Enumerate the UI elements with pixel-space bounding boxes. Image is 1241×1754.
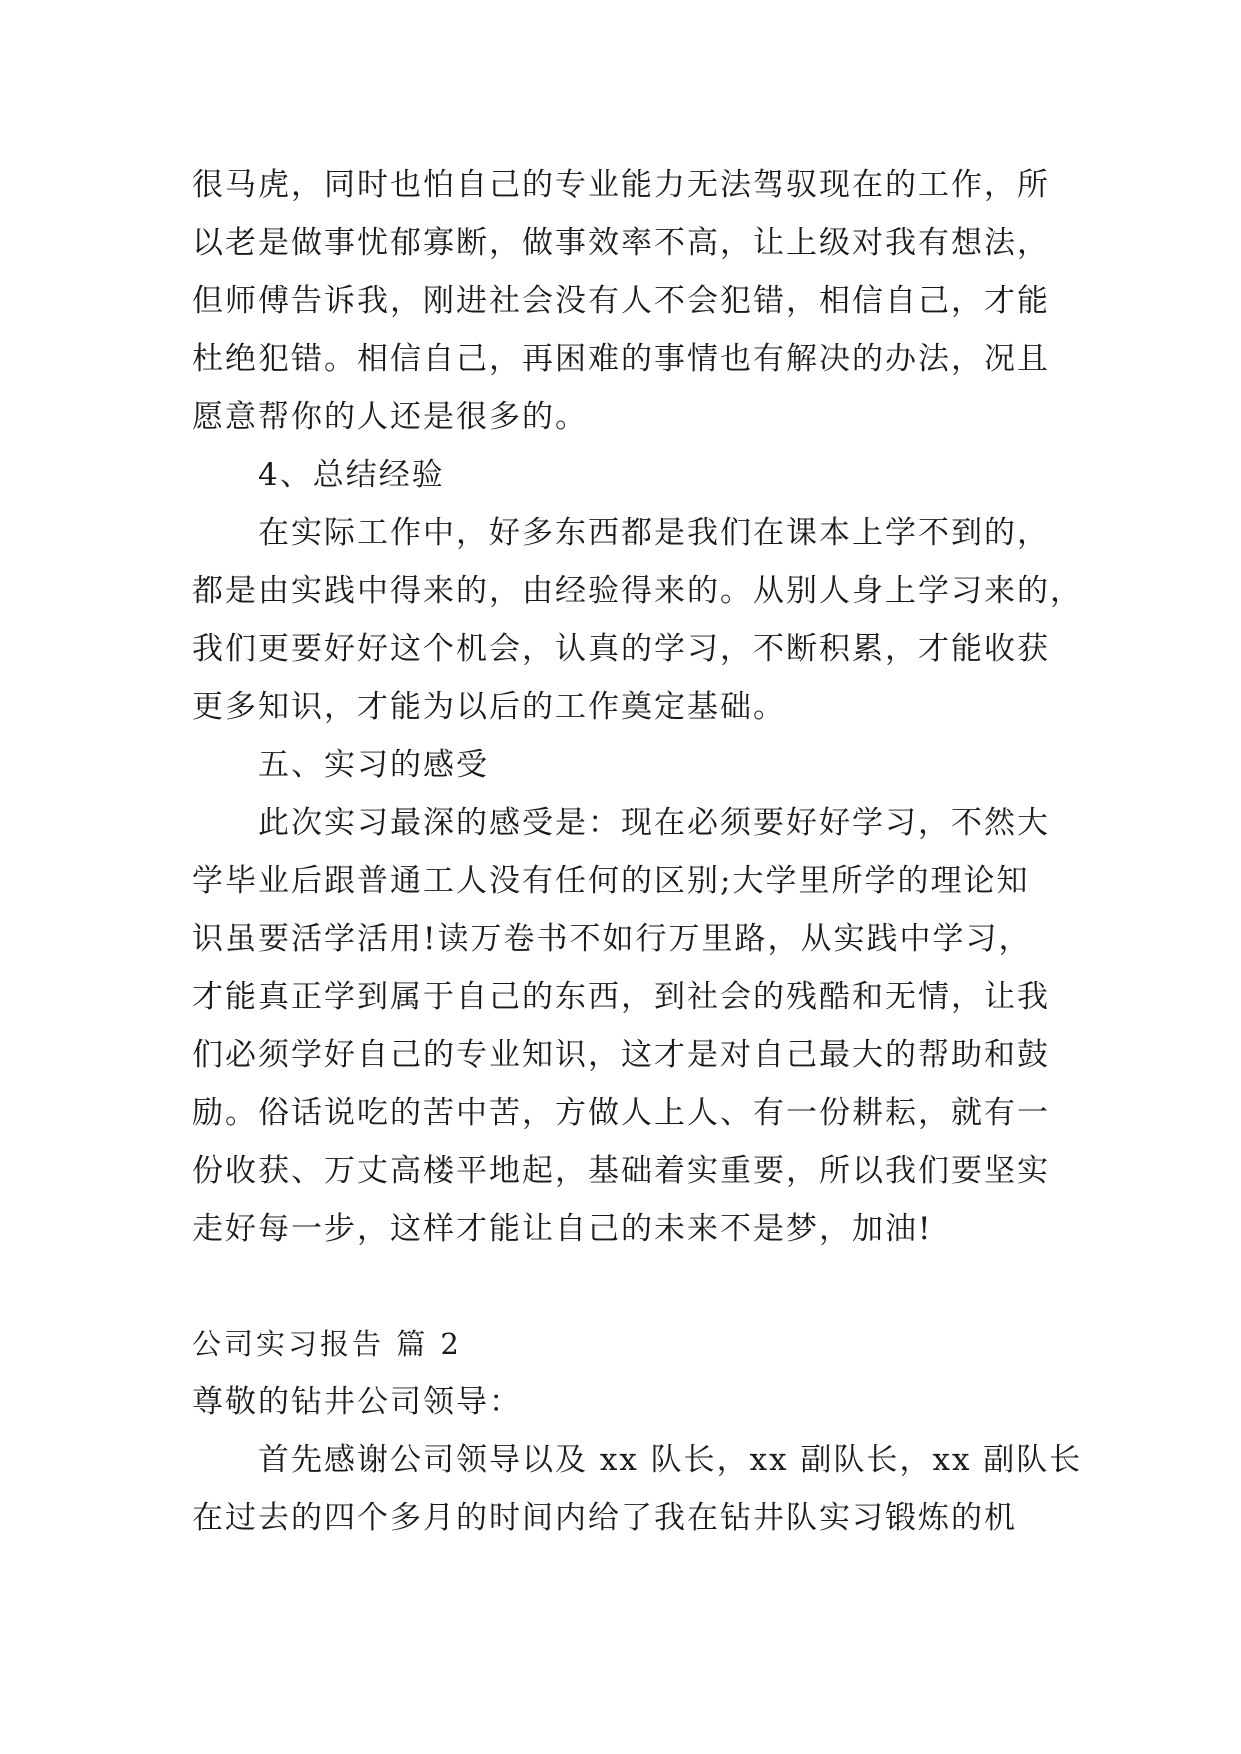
subheading-feelings: 五、实习的感受 — [258, 747, 489, 783]
paragraph-line: 杜绝犯错。相信自己，再困难的事情也有解决的办法，况且 — [192, 341, 1050, 377]
paragraph-line: 都是由实践中得来的，由经验得来的。从别人身上学习来的， — [192, 573, 1083, 609]
paragraph-line: 学毕业后跟普通工人没有任何的区别;大学里所学的理论知 — [192, 863, 1030, 899]
paragraph-line: 才能真正学到属于自己的东西，到社会的残酷和无情，让我 — [192, 979, 1050, 1015]
paragraph-line: 以老是做事忧郁寡断，做事效率不高，让上级对我有想法， — [192, 225, 1050, 261]
paragraph-line: 在过去的四个多月的时间内给了我在钻井队实习锻炼的机 — [192, 1500, 1017, 1536]
paragraph-line: 在实际工作中，好多东西都是我们在课本上学不到的， — [258, 515, 1050, 551]
section-title: 公司实习报告 篇 2 — [192, 1327, 462, 1361]
paragraph-line: 但师傅告诉我，刚进社会没有人不会犯错，相信自己，才能 — [192, 283, 1050, 319]
paragraph-line: 首先感谢公司领导以及 xx 队长，xx 副队长，xx 副队长 — [258, 1442, 1083, 1478]
subheading-summary: 4、总结经验 — [258, 457, 445, 493]
paragraph-line: 们必须学好自己的专业知识，这才是对自己最大的帮助和鼓 — [192, 1037, 1050, 1073]
paragraph-line: 识虽要活学活用!读万卷书不如行万里路，从实践中学习， — [192, 921, 1032, 957]
salutation: 尊敬的钻井公司领导： — [192, 1384, 522, 1420]
paragraph-line: 励。俗话说吃的苦中苦，方做人上人、有一份耕耘，就有一 — [192, 1095, 1050, 1131]
paragraph-line: 份收获、万丈高楼平地起，基础着实重要，所以我们要坚实 — [192, 1153, 1050, 1189]
paragraph-line: 走好每一步，这样才能让自己的未来不是梦，加油! — [192, 1211, 933, 1247]
paragraph-line: 此次实习最深的感受是：现在必须要好好学习，不然大 — [258, 805, 1050, 841]
paragraph-line: 很马虎，同时也怕自己的专业能力无法驾驭现在的工作，所 — [192, 167, 1050, 203]
paragraph-line: 愿意帮你的人还是很多的。 — [192, 399, 588, 435]
paragraph-line: 更多知识，才能为以后的工作奠定基础。 — [192, 689, 786, 725]
paragraph-line: 我们更要好好这个机会，认真的学习，不断积累，才能收获 — [192, 631, 1050, 667]
